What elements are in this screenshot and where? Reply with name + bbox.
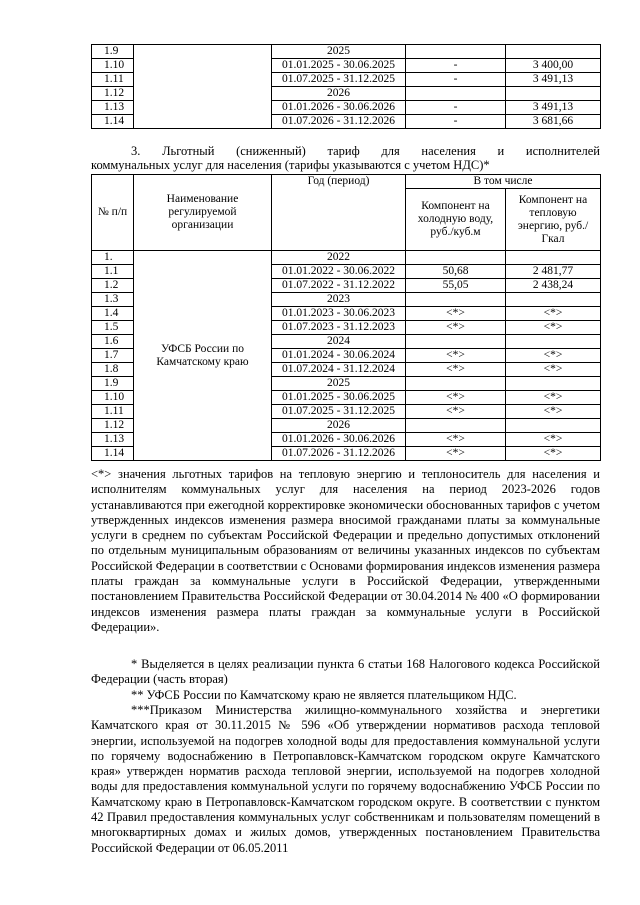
row-number: 1.4 [92, 307, 134, 321]
row-number: 1.3 [92, 293, 134, 307]
heat-energy-value: 3 491,13 [506, 101, 601, 115]
heat-energy-value: 2 481,77 [506, 265, 601, 279]
cold-water-value [406, 335, 506, 349]
heat-energy-value [506, 419, 601, 433]
cold-water-value: <*> [406, 363, 506, 377]
period-cell: 01.01.2026 - 30.06.2026 [272, 101, 406, 115]
cold-water-value: <*> [406, 321, 506, 335]
heat-energy-value: <*> [506, 433, 601, 447]
period-cell: 01.01.2026 - 30.06.2026 [272, 433, 406, 447]
cold-water-value [406, 419, 506, 433]
table-row [92, 251, 601, 265]
heat-energy-value: <*> [506, 405, 601, 419]
row-number: 1.11 [92, 405, 134, 419]
cold-water-value [406, 293, 506, 307]
period-cell: 2026 [272, 419, 406, 433]
header-period: Год (период) [272, 175, 406, 251]
heat-energy-value: <*> [506, 363, 601, 377]
row-number: 1.2 [92, 279, 134, 293]
header-num: № п/п [92, 175, 134, 251]
header-cold-water: Компонент на холодную воду, руб./куб.м [406, 189, 506, 251]
row-number: 1.9 [92, 377, 134, 391]
row-number: 1.13 [92, 101, 134, 115]
heat-energy-value [506, 87, 601, 101]
heat-energy-value: 2 438,24 [506, 279, 601, 293]
cold-water-value: - [406, 115, 506, 129]
section-3-title-line1: 3. Льготный (сниженный) тариф для населения и исполнителей [131, 144, 600, 158]
cold-water-value: <*> [406, 447, 506, 461]
heat-energy-value: <*> [506, 307, 601, 321]
period-cell: 2025 [272, 45, 406, 59]
row-number: 1.7 [92, 349, 134, 363]
tariff-table-continued [91, 44, 601, 129]
footnote-not-vat-payer: ** УФСБ России по Камчатскому краю не является плательщиком НДС. [131, 688, 517, 702]
cold-water-value: - [406, 59, 506, 73]
heat-energy-value: 3 491,13 [506, 73, 601, 87]
cold-water-value: - [406, 101, 506, 115]
heat-energy-value [506, 335, 601, 349]
heat-energy-value: 3 681,66 [506, 115, 601, 129]
header-including: В том числе [406, 175, 601, 189]
cold-water-value: <*> [406, 349, 506, 363]
period-cell: 2022 [272, 251, 406, 265]
row-number: 1.9 [92, 45, 134, 59]
row-number: 1.12 [92, 87, 134, 101]
cold-water-value: - [406, 73, 506, 87]
cold-water-value: <*> [406, 433, 506, 447]
header-heat-energy: Компонент на тепловую энергию, руб./Гкал [506, 189, 601, 251]
cold-water-value: <*> [406, 307, 506, 321]
heat-energy-value: 3 400,00 [506, 59, 601, 73]
header-org: Наименование регулируемой организации [134, 175, 272, 251]
period-cell: 01.07.2026 - 31.12.2026 [272, 447, 406, 461]
org-cell [134, 45, 272, 129]
star-note: <*> значения льготных тарифов на тепловую энергию и теплоноситель для населения и исполнителям коммунальных услуг для населения на период 2023-2026 годов устанавливаются при ежегодной корректировке экономически обоснованных тарифов с учетом утвержденных индексов изменения размера вносимой гражданами платы за коммунальные услуги в среднем по субъектам Российской Федерации и предельно допустимых отклонений по отдельным муниципальным образованиям от величины указанных индексов по субъектам Российской Федерации в соответствии с Основами формирования индексов изменения размера платы граждан за коммунальные услуги в Российской Федерации, утвержденными постановлением Правительства Российской Федерации от 30.04.2014 № 400 «О формировании индексов изменения размера платы граждан за коммунальные услуги в Российской Федерации». [91, 467, 601, 634]
heat-energy-value: <*> [506, 321, 601, 335]
period-cell: 01.07.2024 - 31.12.2024 [272, 363, 406, 377]
row-number: 1.14 [92, 447, 134, 461]
preferential-tariff-table [91, 174, 601, 461]
row-number: 1.10 [92, 391, 134, 405]
heat-energy-value [506, 377, 601, 391]
row-number: 1.14 [92, 115, 134, 129]
cold-water-value: 55,05 [406, 279, 506, 293]
heat-energy-value: <*> [506, 349, 601, 363]
heat-energy-value [506, 251, 601, 265]
row-number: 1.8 [92, 363, 134, 377]
row-number: 1.11 [92, 73, 134, 87]
period-cell: 01.01.2025 - 30.06.2025 [272, 391, 406, 405]
period-cell: 2026 [272, 87, 406, 101]
cold-water-value [406, 45, 506, 59]
period-cell: 01.01.2024 - 30.06.2024 [272, 349, 406, 363]
row-number: 1.12 [92, 419, 134, 433]
period-cell: 01.07.2026 - 31.12.2026 [272, 115, 406, 129]
cold-water-value: 50,68 [406, 265, 506, 279]
heat-energy-value [506, 45, 601, 59]
period-cell: 01.07.2025 - 31.12.2025 [272, 405, 406, 419]
period-cell: 01.07.2022 - 31.12.2022 [272, 279, 406, 293]
table-row [92, 45, 601, 59]
cold-water-value [406, 377, 506, 391]
row-number: 1.13 [92, 433, 134, 447]
cold-water-value: <*> [406, 391, 506, 405]
period-cell: 01.01.2022 - 30.06.2022 [272, 265, 406, 279]
cold-water-value [406, 87, 506, 101]
row-number: 1.10 [92, 59, 134, 73]
row-number: 1.5 [92, 321, 134, 335]
period-cell: 01.01.2025 - 30.06.2025 [272, 59, 406, 73]
period-cell: 2024 [272, 335, 406, 349]
period-cell: 01.01.2023 - 30.06.2023 [272, 307, 406, 321]
footnote-vat: * Выделяется в целях реализации пункта 6 статьи 168 Налогового кодекса Российской Федерации (часть вторая) [91, 657, 600, 687]
row-number: 1.1 [92, 265, 134, 279]
period-cell: 2025 [272, 377, 406, 391]
footnote-heat-norm: ***Приказом Министерства жилищно-коммунального хозяйства и энергетики Камчатского края от 30.11.2015 № 596 «Об утверждении нормативов расхода тепловой энергии, используемой на подогрев холодной воды для предоставления коммунальной услуги по горячему водоснабжению в Петропавловск-Камчатском городском округе Камчатского края» утвержден норматив расхода тепловой энергии, используемой на подогрев холодной воды для предоставления коммунальной услуги по горячему водоснабжению УФСБ России по Камчатскому краю в Петропавловск-Камчатском городском округе. В соответствии с пунктом 42 Правил предоставления коммунальных услуг собственникам и пользователям помещений в многоквартирных домах и жилых домов, утвержденных постановлением Правительства Российской Федерации от 06.05.2011 [91, 703, 600, 855]
period-cell: 2023 [272, 293, 406, 307]
heat-energy-value: <*> [506, 447, 601, 461]
row-number: 1. [92, 251, 134, 265]
heat-energy-value [506, 293, 601, 307]
heat-energy-value: <*> [506, 391, 601, 405]
cold-water-value [406, 251, 506, 265]
period-cell: 01.07.2025 - 31.12.2025 [272, 73, 406, 87]
section-3-title [91, 144, 600, 172]
section-3-title-line2: коммунальных услуг для населения (тарифы указываются с учетом НДС)* [91, 158, 490, 172]
period-cell: 01.07.2023 - 31.12.2023 [272, 321, 406, 335]
row-number: 1.6 [92, 335, 134, 349]
cold-water-value: <*> [406, 405, 506, 419]
org-name: УФСБ России по Камчатскому краю [134, 251, 272, 461]
